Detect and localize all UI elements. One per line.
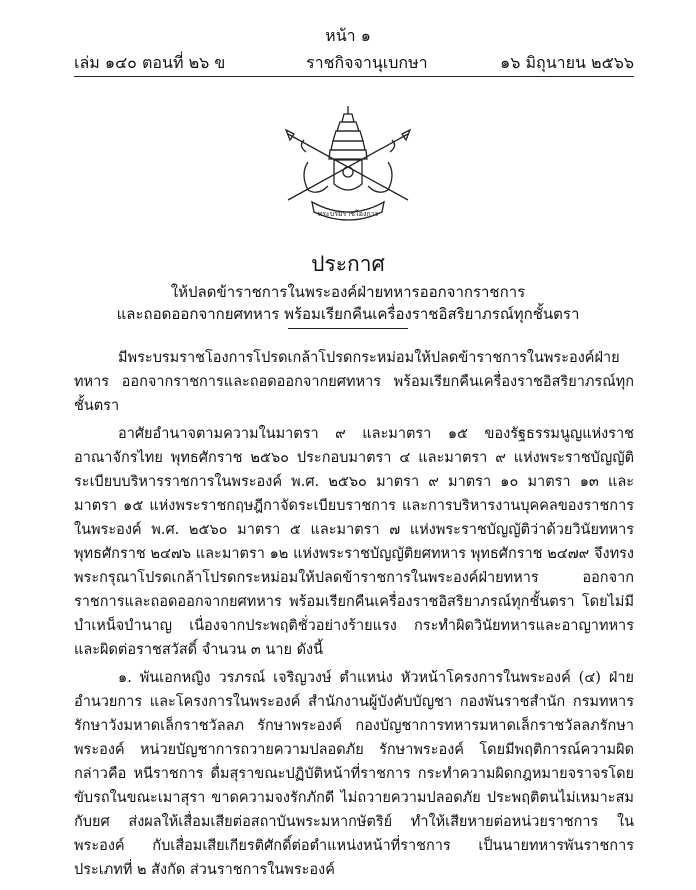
royal-emblem-icon [278,104,418,226]
paragraph-3: ๑. พันเอกหญิง วรภรณ์ เจริญวงษ์ ตำแหน่ง หัวหน้าโครงการในพระองค์ (๔) ฝ่ายอำนวยการ และโครงการในพระองค์ สำนักงานผู้บังคับบัญชา กองพันราชสำนัก กรมทหารรักษาวังมหาดเล็กราชวัลลภ รักษาพระองค์ กองบัญชาการทหารมหาดเล็กราชวัลลภรักษาพระองค์ หน่วยบัญชาการถวายความปลอดภัย รักษาพระองค์ โดยมีพฤติการณ์ความผิด กล่าวคือ หนีราชการ ดื่มสุราขณะปฏิบัติหน้าที่ราชการ กระทำความผิดกฎหมายจราจรโดยขับรถในขณะเมาสุรา ขาดความจงรักภักดี ไม่ถวายความปลอดภัย ประพฤติตนไม่เหมาะสมกับยศ ส่งผลให้เสื่อมเสียต่อสถาบันพระมหากษัตริย์ ทำให้เสียหายต่อหน่วยราชการ ในพระองค์ กับเสื่อมเสียเกียรติศักดิ์ต่อตำแหน่งหน้าที่ราชการ เป็นนายทหารพันราชการประเภทที่ ๒ สังกัด ส่วนราชการในพระองค์ [74,670,634,878]
volume-issue: เล่ม ๑๔๐ ตอนที่ ๒๖ ข [74,53,226,72]
subtitle-line-2: และถอดออกจากยศทหาร พร้อมเรียกคืนเครื่องราชอิสริยาภรณ์ทุกชั้นตรา [116,305,580,323]
emblem-caption: พระบรมราชโองการ [317,210,379,218]
title-rule [288,328,408,329]
paragraph-2: อาศัยอำนาจตามความในมาตรา ๙ และมาตรา ๑๕ ของรัฐธรรมนูญแห่งราชอาณาจักรไทย พุทธศักราช ๒๕๖๐ ประกอบมาตรา ๔ และมาตรา ๙ แห่งพระราชบัญญัติระเบียบบริหารราชการในพระองค์ พ.ศ. ๒๕๖๐ มาตรา ๙ มาตรา ๑๐ มาตรา ๑๓ และมาตรา ๑๕ แห่งพระราชกฤษฎีกาจัดระเบียบราชการ และการบริหารงานบุคคลของราชการในพระองค์ พ.ศ. ๒๕๖๐ มาตรา ๕ และมาตรา ๗ แห่งพระราชบัญญัติว่าด้วยวินัยทหาร พุทธศักราช ๒๔๗๖ และมาตรา ๑๒ แห่งพระราชบัญญัติยศทหาร พุทธศักราช ๒๔๗๙ จึงทรงพระกรุณาโปรดเกล้าโปรดกระหม่อมให้ปลดข้าราชการในพระองค์ฝ่ายทหาร ออกจากราชการและถอดออกจากยศทหาร พร้อมเรียกคืนเครื่องราชอิสริยาภรณ์ทุกชั้นตรา โดยไม่มีบำเหน็จบำนาญ เนื่องจากประพฤติชั่วอย่างร้ายแรง กระทำผิดวินัยทหารและอาญาทหาร และผิดต่อราชสวัสดิ์ จำนวน ๓ นาย ดังนี้ [74,426,634,658]
paragraph-1: มีพระบรมราชโองการโปรดเกล้าโปรดกระหม่อมให้ปลดข้าราชการในพระองค์ฝ่ายทหาร ออกจากราชการและถอดออกจากยศทหาร พร้อมเรียกคืนเครื่องราชอิสริยาภรณ์ทุกชั้นตรา [74,350,634,414]
gazette-header [74,51,634,73]
announcement-body [74,346,634,886]
header-rule [74,76,634,77]
announcement-title: ประกาศ [311,252,385,276]
subtitle-line-1: ให้ปลดข้าราชการในพระองค์ฝ่ายทหารออกจากราชการ [170,283,526,301]
publication-date: ๑๖ มิถุนายน ๒๕๖๖ [500,53,634,72]
page-number: หน้า ๑ [325,26,371,45]
publication-name: ราชกิจจานุเบกษา [306,53,428,72]
